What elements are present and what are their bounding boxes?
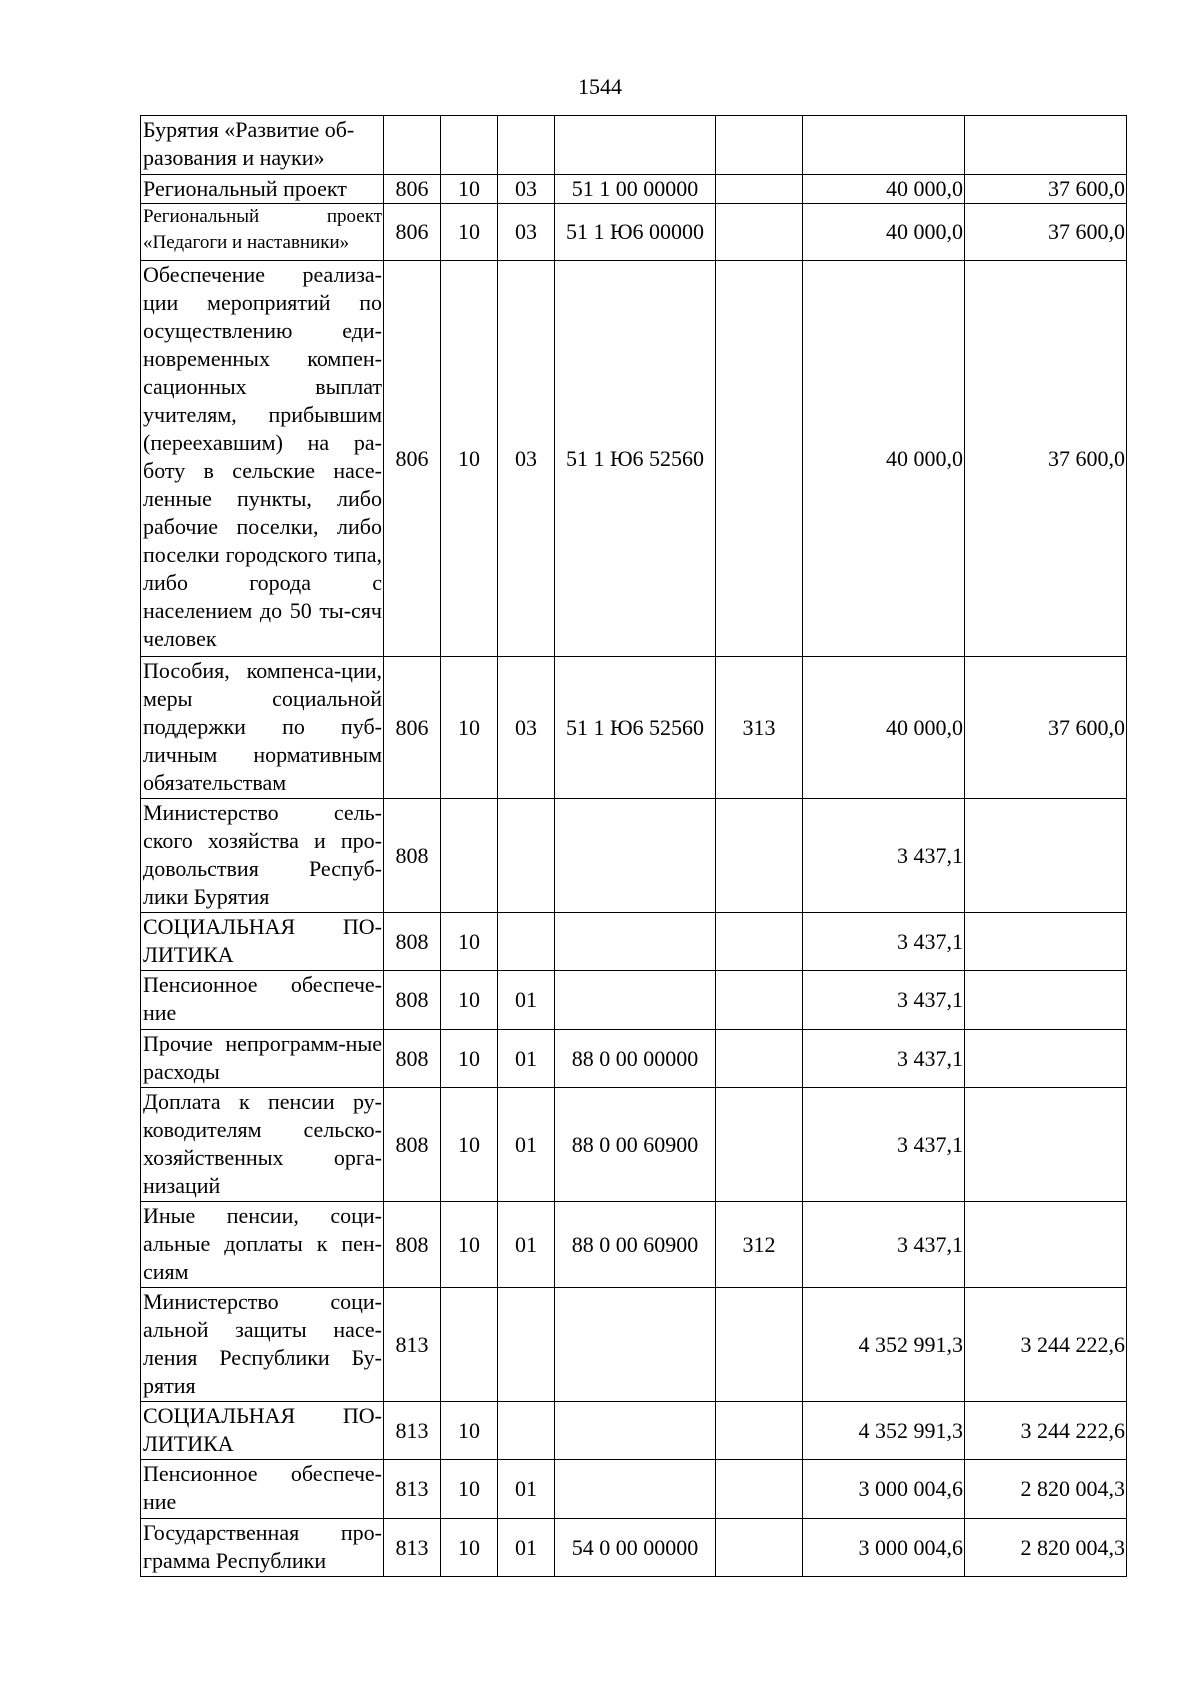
page-number: 1544 — [578, 74, 622, 99]
amount-1-cell: 40 000,0 — [803, 175, 965, 204]
amount-1-cell: 3 437,1 — [803, 799, 965, 913]
expense-type-cell — [716, 913, 803, 971]
target-article-cell: 54 0 00 00000 — [555, 1519, 716, 1577]
ved-code-cell: 808 — [384, 1088, 441, 1202]
table-row — [141, 1088, 1127, 1202]
ved-code-cell: 806 — [384, 261, 441, 657]
section-code-cell: 10 — [441, 1402, 498, 1460]
subsection-code-cell — [498, 1288, 555, 1402]
section-code-cell: 10 — [441, 971, 498, 1030]
amount-2-cell: 37 600,0 — [965, 204, 1127, 261]
target-article-cell — [555, 913, 716, 971]
expense-type-cell — [716, 1088, 803, 1202]
amount-2-cell — [965, 1202, 1127, 1288]
ved-code-cell: 806 — [384, 175, 441, 204]
section-code-cell: 10 — [441, 1519, 498, 1577]
amount-1-cell: 3 000 004,6 — [803, 1460, 965, 1519]
amount-2-cell: 2 820 004,3 — [965, 1460, 1127, 1519]
subsection-code-cell: 01 — [498, 1030, 555, 1088]
amount-1-cell: 3 437,1 — [803, 1088, 965, 1202]
subsection-code-cell — [498, 913, 555, 971]
section-code-cell: 10 — [441, 1202, 498, 1288]
subsection-code-cell: 01 — [498, 1088, 555, 1202]
table-row — [141, 116, 1127, 175]
section-code-cell — [441, 799, 498, 913]
amount-1-cell: 3 437,1 — [803, 1202, 965, 1288]
amount-2-cell — [965, 1030, 1127, 1088]
ved-code-cell: 808 — [384, 1030, 441, 1088]
amount-2-cell — [965, 116, 1127, 175]
amount-2-cell — [965, 913, 1127, 971]
target-article-cell — [555, 1288, 716, 1402]
section-code-cell: 10 — [441, 657, 498, 799]
amount-1-cell: 3 000 004,6 — [803, 1519, 965, 1577]
amount-1-cell: 3 437,1 — [803, 971, 965, 1030]
subsection-code-cell: 01 — [498, 971, 555, 1030]
row-name-cell: Министерство соци-​альной защиты насе-​ления Республики Бу-​рятия — [141, 1288, 384, 1402]
table-row — [141, 1519, 1127, 1577]
target-article-cell: 51 1 00 00000 — [555, 175, 716, 204]
expense-type-cell — [716, 799, 803, 913]
amount-1-cell: 40 000,0 — [803, 261, 965, 657]
amount-2-cell — [965, 1088, 1127, 1202]
row-name-cell: Пособия, компенса-​ции, меры социальной поддержки по пуб-​личным нормативным обязательствам — [141, 657, 384, 799]
ved-code-cell: 813 — [384, 1519, 441, 1577]
section-code-cell — [441, 116, 498, 175]
row-name-cell: Пенсионное обеспече-​ние — [141, 1460, 384, 1519]
amount-2-cell — [965, 971, 1127, 1030]
row-name-cell: Бурятия «Развитие об-​ разования и науки» — [141, 116, 384, 175]
target-article-cell — [555, 1402, 716, 1460]
target-article-cell: 88 0 00 00000 — [555, 1030, 716, 1088]
table-row — [141, 1460, 1127, 1519]
amount-1-cell — [803, 116, 965, 175]
expense-type-cell — [716, 1288, 803, 1402]
subsection-code-cell: 01 — [498, 1202, 555, 1288]
target-article-cell: 51 1 Ю6 52560 — [555, 261, 716, 657]
amount-1-cell: 4 352 991,3 — [803, 1402, 965, 1460]
subsection-code-cell — [498, 1402, 555, 1460]
ved-code-cell: 808 — [384, 913, 441, 971]
section-code-cell: 10 — [441, 261, 498, 657]
row-name-cell: Обеспечение реализа-​ции мероприятий по осуществлению еди-​новременных компен-​сационных выплат учителям, прибывшим (переехавшим) на ра-​боту в сельские насе-​ленные пункты, либо рабочие поселки, либо поселки городского типа, либо города с населением до 50 ты-​сяч человек — [141, 261, 384, 657]
target-article-cell: 88 0 00 60900 — [555, 1202, 716, 1288]
ved-code-cell — [384, 116, 441, 175]
row-name-cell: Региональный проект — [141, 175, 384, 204]
expense-type-cell — [716, 261, 803, 657]
target-article-cell — [555, 116, 716, 175]
ved-code-cell: 813 — [384, 1402, 441, 1460]
subsection-code-cell: 01 — [498, 1519, 555, 1577]
section-code-cell: 10 — [441, 1030, 498, 1088]
table-row — [141, 913, 1127, 971]
target-article-cell: 88 0 00 60900 — [555, 1088, 716, 1202]
amount-2-cell: 37 600,0 — [965, 657, 1127, 799]
amount-1-cell: 3 437,1 — [803, 913, 965, 971]
expense-type-cell: 313 — [716, 657, 803, 799]
table-row — [141, 971, 1127, 1030]
target-article-cell: 51 1 Ю6 52560 — [555, 657, 716, 799]
section-code-cell: 10 — [441, 1460, 498, 1519]
amount-2-cell: 2 820 004,3 — [965, 1519, 1127, 1577]
target-article-cell — [555, 799, 716, 913]
ved-code-cell: 808 — [384, 1202, 441, 1288]
section-code-cell — [441, 1288, 498, 1402]
table-row — [141, 204, 1127, 261]
amount-1-cell: 40 000,0 — [803, 657, 965, 799]
ved-code-cell: 808 — [384, 971, 441, 1030]
table-row — [141, 799, 1127, 913]
ved-code-cell: 806 — [384, 657, 441, 799]
row-name-cell: Прочие непрограмм-​ные расходы — [141, 1030, 384, 1088]
target-article-cell: 51 1 Ю6 00000 — [555, 204, 716, 261]
table-row — [141, 1202, 1127, 1288]
section-code-cell: 10 — [441, 913, 498, 971]
subsection-code-cell — [498, 116, 555, 175]
target-article-cell — [555, 971, 716, 1030]
budget-table — [140, 115, 1127, 1577]
amount-2-cell: 3 244 222,6 — [965, 1288, 1127, 1402]
row-name-cell: Министерство сель-​ского хозяйства и про-​довольствия Респуб-​лики Бурятия — [141, 799, 384, 913]
row-name-cell: Государственная про-​грамма Республики — [141, 1519, 384, 1577]
table-row — [141, 1030, 1127, 1088]
table-row — [141, 1288, 1127, 1402]
expense-type-cell — [716, 1519, 803, 1577]
subsection-code-cell: 03 — [498, 261, 555, 657]
ved-code-cell: 806 — [384, 204, 441, 261]
amount-1-cell: 4 352 991,3 — [803, 1288, 965, 1402]
subsection-code-cell: 03 — [498, 204, 555, 261]
table-row — [141, 175, 1127, 204]
amount-1-cell: 3 437,1 — [803, 1030, 965, 1088]
target-article-cell — [555, 1460, 716, 1519]
row-name-cell: Иные пенсии, соци-​альные доплаты к пен-​сиям — [141, 1202, 384, 1288]
row-name-cell: СОЦИАЛЬНАЯ ПО-​ЛИТИКА — [141, 1402, 384, 1460]
amount-2-cell: 3 244 222,6 — [965, 1402, 1127, 1460]
expense-type-cell — [716, 1030, 803, 1088]
amount-1-cell: 40 000,0 — [803, 204, 965, 261]
expense-type-cell — [716, 204, 803, 261]
expense-type-cell: 312 — [716, 1202, 803, 1288]
subsection-code-cell: 03 — [498, 175, 555, 204]
ved-code-cell: 813 — [384, 1288, 441, 1402]
section-code-cell: 10 — [441, 204, 498, 261]
ved-code-cell: 813 — [384, 1460, 441, 1519]
subsection-code-cell: 01 — [498, 1460, 555, 1519]
ved-code-cell: 808 — [384, 799, 441, 913]
expense-type-cell — [716, 1460, 803, 1519]
table-row — [141, 261, 1127, 657]
section-code-cell: 10 — [441, 1088, 498, 1202]
amount-2-cell: 37 600,0 — [965, 175, 1127, 204]
amount-2-cell: 37 600,0 — [965, 261, 1127, 657]
amount-2-cell — [965, 799, 1127, 913]
section-code-cell: 10 — [441, 175, 498, 204]
subsection-code-cell — [498, 799, 555, 913]
expense-type-cell — [716, 175, 803, 204]
expense-type-cell — [716, 1402, 803, 1460]
row-name-cell: Региональный проект «Педагоги и наставники» — [141, 204, 384, 261]
subsection-code-cell: 03 — [498, 657, 555, 799]
row-name-cell: Доплата к пенсии ру-​ководителям сельско-​хозяйственных орга-​низаций — [141, 1088, 384, 1202]
expense-type-cell — [716, 971, 803, 1030]
expense-type-cell — [716, 116, 803, 175]
table-row — [141, 1402, 1127, 1460]
table-row — [141, 657, 1127, 799]
row-name-cell: Пенсионное обеспече-​ние — [141, 971, 384, 1030]
row-name-cell: СОЦИАЛЬНАЯ ПО-​ЛИТИКА — [141, 913, 384, 971]
